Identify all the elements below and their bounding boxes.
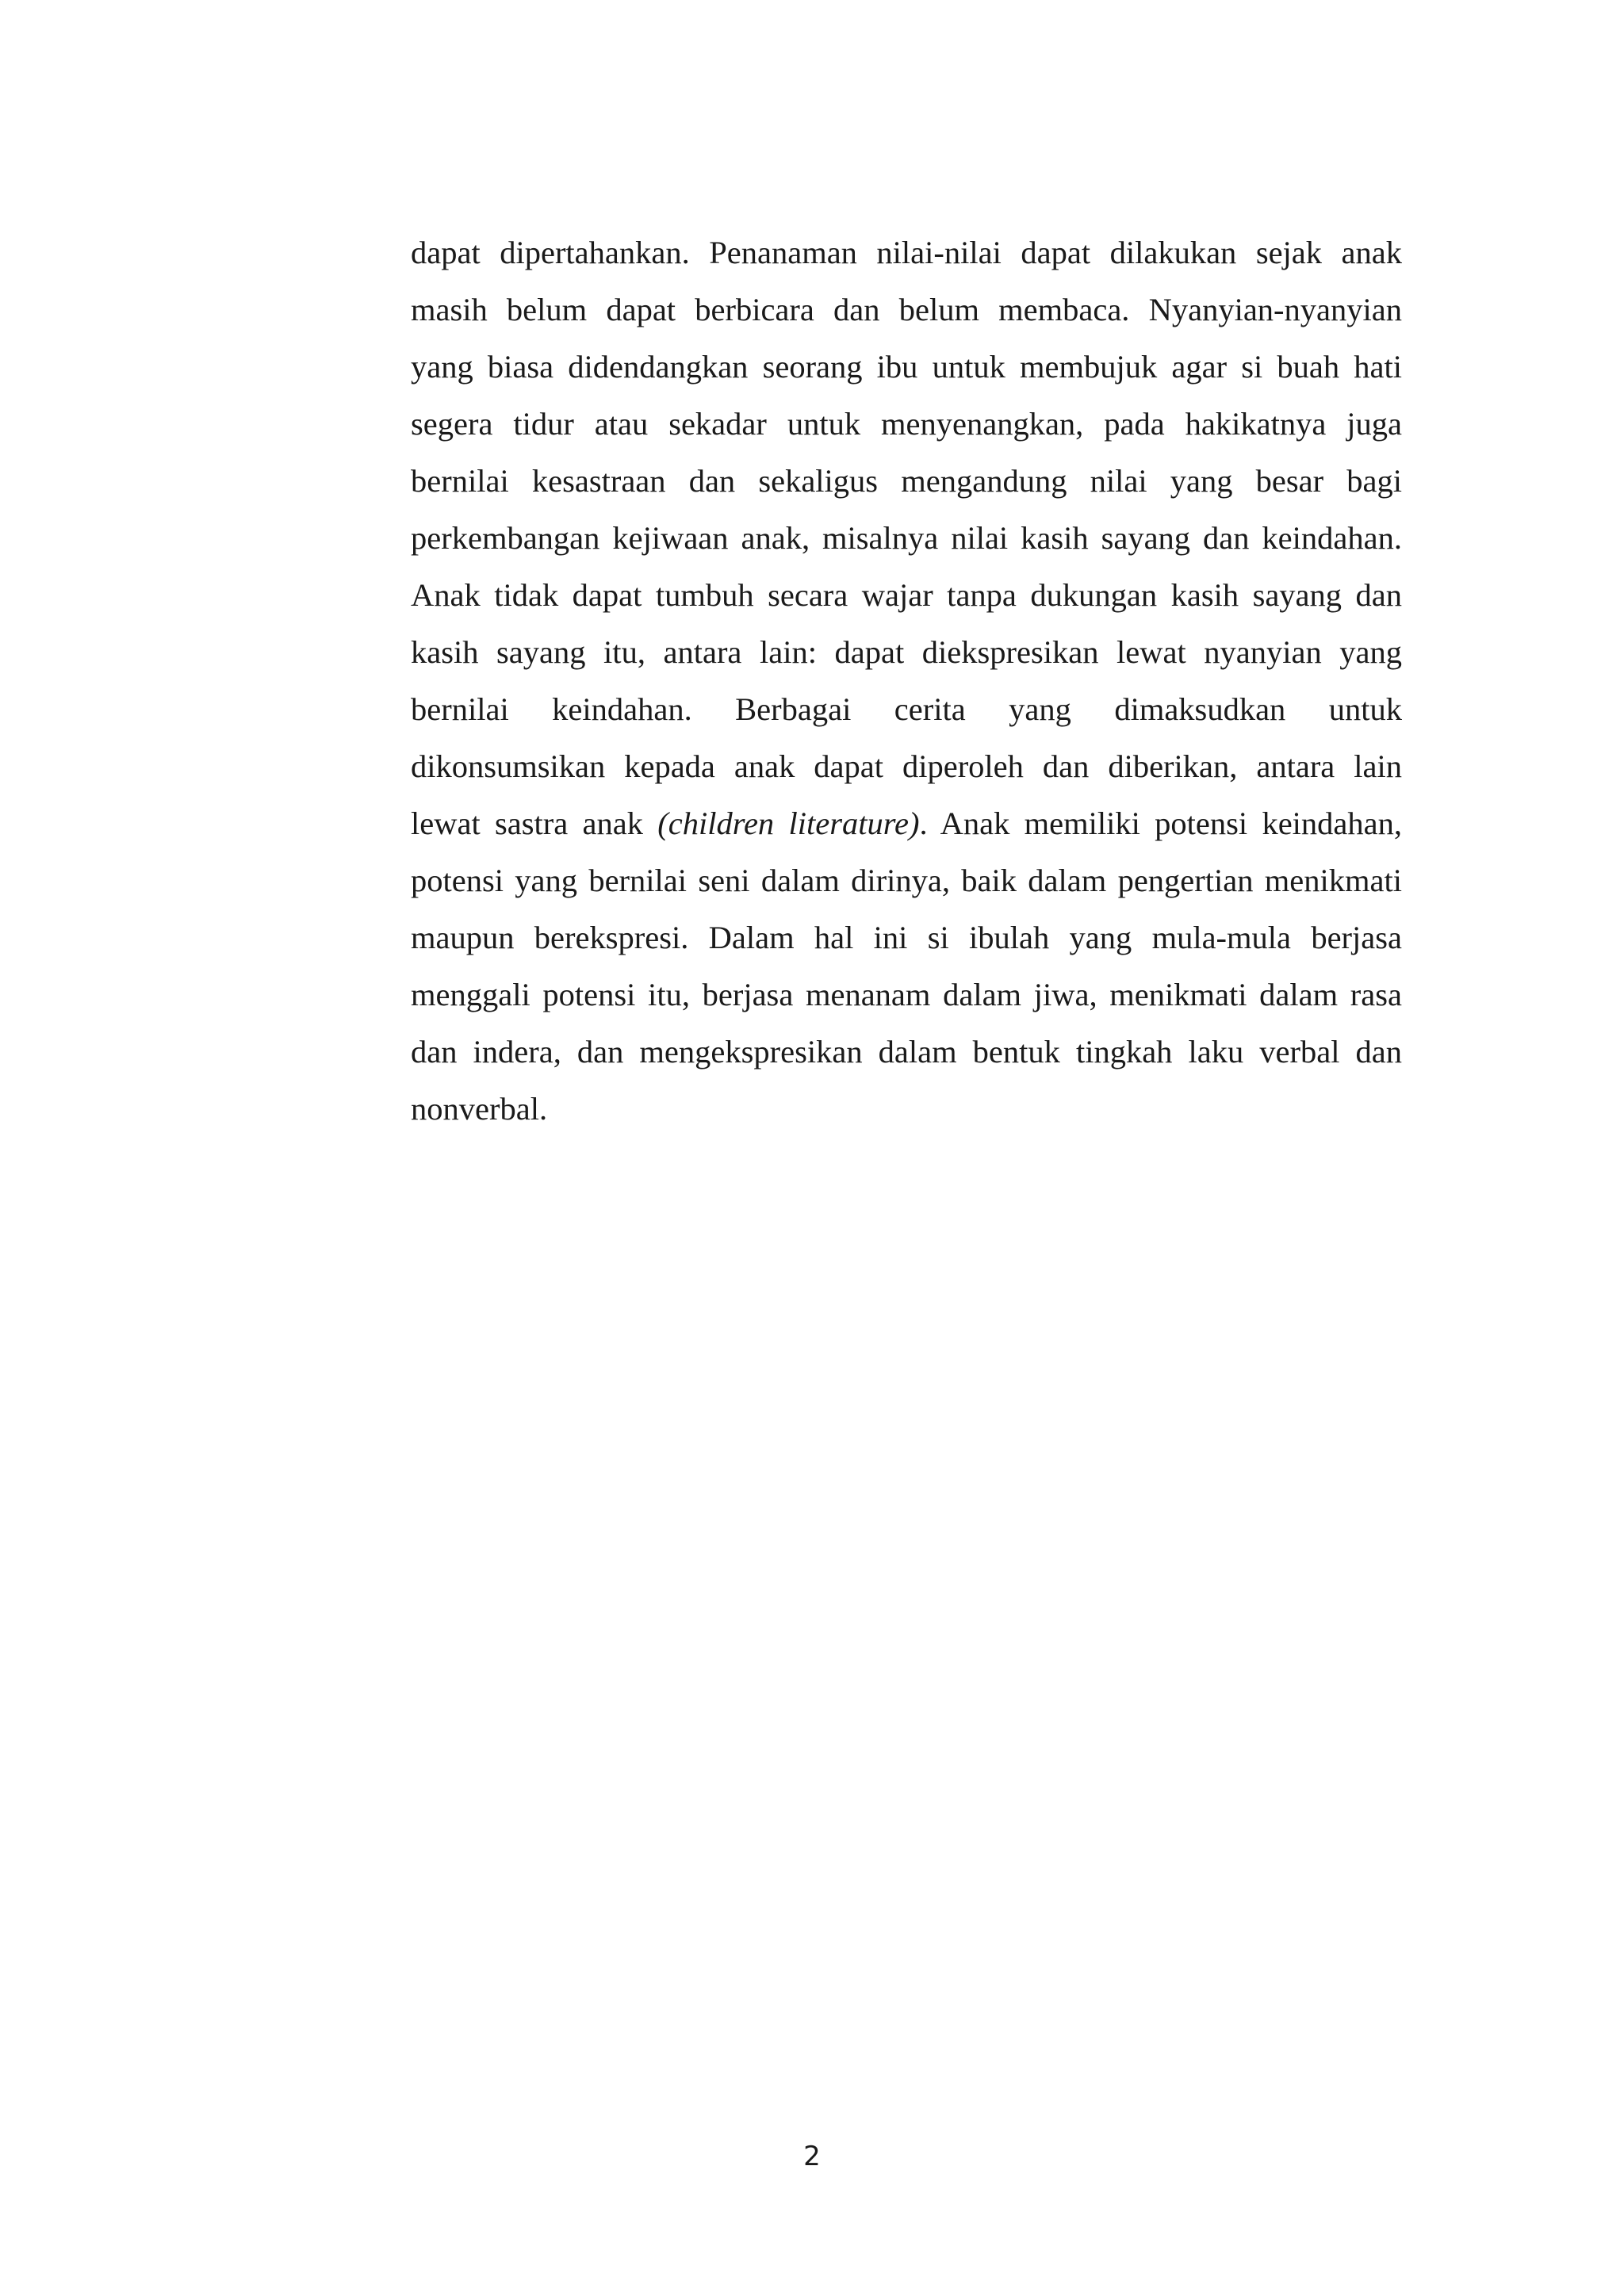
text-line: kasih sayang itu, antara lain: dapat diekspresikan lewat nyanyian yang	[411, 634, 1402, 670]
text-line: bernilai kesastraan dan sekaligus mengandung nilai yang besar bagi	[411, 463, 1402, 499]
text-line: segera tidur atau sekadar untuk menyenangkan, pada hakikatnya juga	[411, 406, 1402, 442]
text-segment: lewat sastra anak	[411, 806, 658, 841]
italic-term: (children literature)	[657, 806, 920, 841]
text-line-with-italic	[411, 795, 1402, 852]
text-line: dapat dipertahankan. Penanaman nilai-nilai dapat dilakukan sejak anak	[411, 235, 1402, 270]
text-line: bernilai keindahan. Berbagai cerita yang dimaksudkan untuk	[411, 691, 1402, 727]
text-line: dan indera, dan mengekspresikan dalam bentuk tingkah laku verbal dan	[411, 1034, 1402, 1070]
text-line: menggali potensi itu, berjasa menanam dalam jiwa, menikmati dalam rasa	[411, 977, 1402, 1012]
text-line: masih belum dapat berbicara dan belum membaca. Nyanyian-nyanyian	[411, 292, 1402, 327]
body-paragraph	[411, 224, 1402, 1138]
text-line: yang biasa didendangkan seorang ibu untuk membujuk agar si buah hati	[411, 349, 1402, 385]
text-line: perkembangan kejiwaan anak, misalnya nilai kasih sayang dan keindahan.	[411, 520, 1402, 556]
page-number: 2	[803, 2141, 821, 2172]
text-line: potensi yang bernilai seni dalam dirinya, baik dalam pengertian menikmati	[411, 863, 1402, 898]
text-line: maupun berekspresi. Dalam hal ini si ibulah yang mula-mula berjasa	[411, 920, 1402, 955]
text-segment: . Anak memiliki potensi keindahan,	[919, 806, 1403, 841]
text-line-last: nonverbal.	[411, 1091, 548, 1127]
text-line: dikonsumsikan kepada anak dapat diperoleh dan diberikan, antara lain	[411, 748, 1402, 784]
text-line: Anak tidak dapat tumbuh secara wajar tanpa dukungan kasih sayang dan	[411, 577, 1402, 613]
